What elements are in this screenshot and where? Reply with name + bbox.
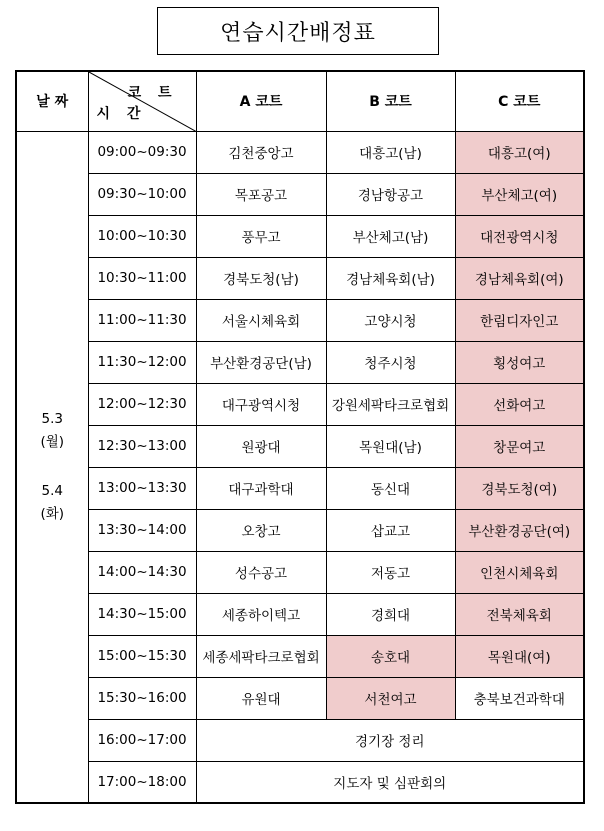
table-row [16,761,584,803]
table-row [16,257,584,299]
court-a-cell: 세종하이텍고 [196,593,326,635]
court-a-cell: 부산환경공단(남) [196,341,326,383]
table-row [16,383,584,425]
table-row [16,551,584,593]
page-title: 연습시간배정표 [157,7,439,55]
table-row [16,593,584,635]
time-cell: 11:00~11:30 [88,299,196,341]
court-a-cell: 세종세팍타크로협회 [196,635,326,677]
date-2-day: (화) [40,505,65,522]
header-time-label: 시 간 [96,105,147,122]
court-c-cell: 경남체육회(여) [455,257,584,299]
court-b-cell: 삽교고 [326,509,455,551]
time-cell: 13:00~13:30 [88,467,196,509]
court-c-cell: 부산환경공단(여) [455,509,584,551]
court-c-cell: 목원대(여) [455,635,584,677]
header-court-label: 코 트 [127,85,178,101]
court-b-cell: 목원대(남) [326,425,455,467]
court-a-cell: 대구광역시청 [196,383,326,425]
court-c-cell: 경북도청(여) [455,467,584,509]
date-1: 5.3 [41,410,63,427]
time-cell: 14:30~15:00 [88,593,196,635]
table-row [16,341,584,383]
table-row [16,425,584,467]
court-c-cell: 한림디자인고 [455,299,584,341]
time-cell: 10:30~11:00 [88,257,196,299]
court-a-cell: 유원대 [196,677,326,719]
header-court-time [88,71,196,131]
time-cell: 15:30~16:00 [88,677,196,719]
court-c-cell: 창문여고 [455,425,584,467]
court-c-cell: 대흥고(여) [455,131,584,173]
time-cell: 13:30~14:00 [88,509,196,551]
court-a-cell: 원광대 [196,425,326,467]
court-c-cell: 선화여고 [455,383,584,425]
time-cell: 14:00~14:30 [88,551,196,593]
time-cell: 12:30~13:00 [88,425,196,467]
court-c-cell: 부산체고(여) [455,173,584,215]
schedule-table [15,70,585,804]
table-row [16,299,584,341]
date-2: 5.4 [41,482,63,499]
header-court-a: A 코트 [196,71,326,131]
court-a-cell: 오창고 [196,509,326,551]
court-b-cell: 부산체고(남) [326,215,455,257]
header-court-c: C 코트 [455,71,584,131]
header-row [16,71,584,131]
court-b-cell: 경남체육회(남) [326,257,455,299]
time-cell: 15:00~15:30 [88,635,196,677]
table-row [16,173,584,215]
court-b-cell: 경남항공고 [326,173,455,215]
court-a-cell: 성수공고 [196,551,326,593]
table-row [16,215,584,257]
court-b-cell: 강원세팍타크로협회 [326,383,455,425]
court-b-cell: 고양시청 [326,299,455,341]
court-b-cell: 청주시청 [326,341,455,383]
court-a-cell: 경북도청(남) [196,257,326,299]
time-cell: 09:00~09:30 [88,131,196,173]
date-1-day: (월) [40,433,65,450]
court-a-cell: 김천중앙고 [196,131,326,173]
table-row [16,509,584,551]
court-c-cell: 전북체육회 [455,593,584,635]
court-b-cell: 송호대 [326,635,455,677]
table-row [16,635,584,677]
closing-cell: 경기장 정리 [196,719,584,761]
court-a-cell: 목포공고 [196,173,326,215]
table-row [16,719,584,761]
court-a-cell: 풍무고 [196,215,326,257]
time-cell: 17:00~18:00 [88,761,196,803]
header-court-b: B 코트 [326,71,455,131]
table-row [16,677,584,719]
court-c-cell: 인천시체육회 [455,551,584,593]
court-c-cell: 횡성여고 [455,341,584,383]
court-b-cell: 경희대 [326,593,455,635]
time-cell: 16:00~17:00 [88,719,196,761]
court-b-cell: 동신대 [326,467,455,509]
court-b-cell: 서천여고 [326,677,455,719]
meeting-cell: 지도자 및 심판회의 [196,761,584,803]
time-cell: 12:00~12:30 [88,383,196,425]
header-date: 날 짜 [16,71,88,131]
court-b-cell: 대흥고(남) [326,131,455,173]
time-cell: 10:00~10:30 [88,215,196,257]
court-a-cell: 대구과학대 [196,467,326,509]
court-a-cell: 서울시체육회 [196,299,326,341]
time-cell: 09:30~10:00 [88,173,196,215]
table-row [16,467,584,509]
court-b-cell: 저동고 [326,551,455,593]
date-cell [16,131,88,803]
time-cell: 11:30~12:00 [88,341,196,383]
table-row [16,131,584,173]
court-c-cell: 대전광역시청 [455,215,584,257]
court-c-cell: 충북보건과학대 [455,677,584,719]
